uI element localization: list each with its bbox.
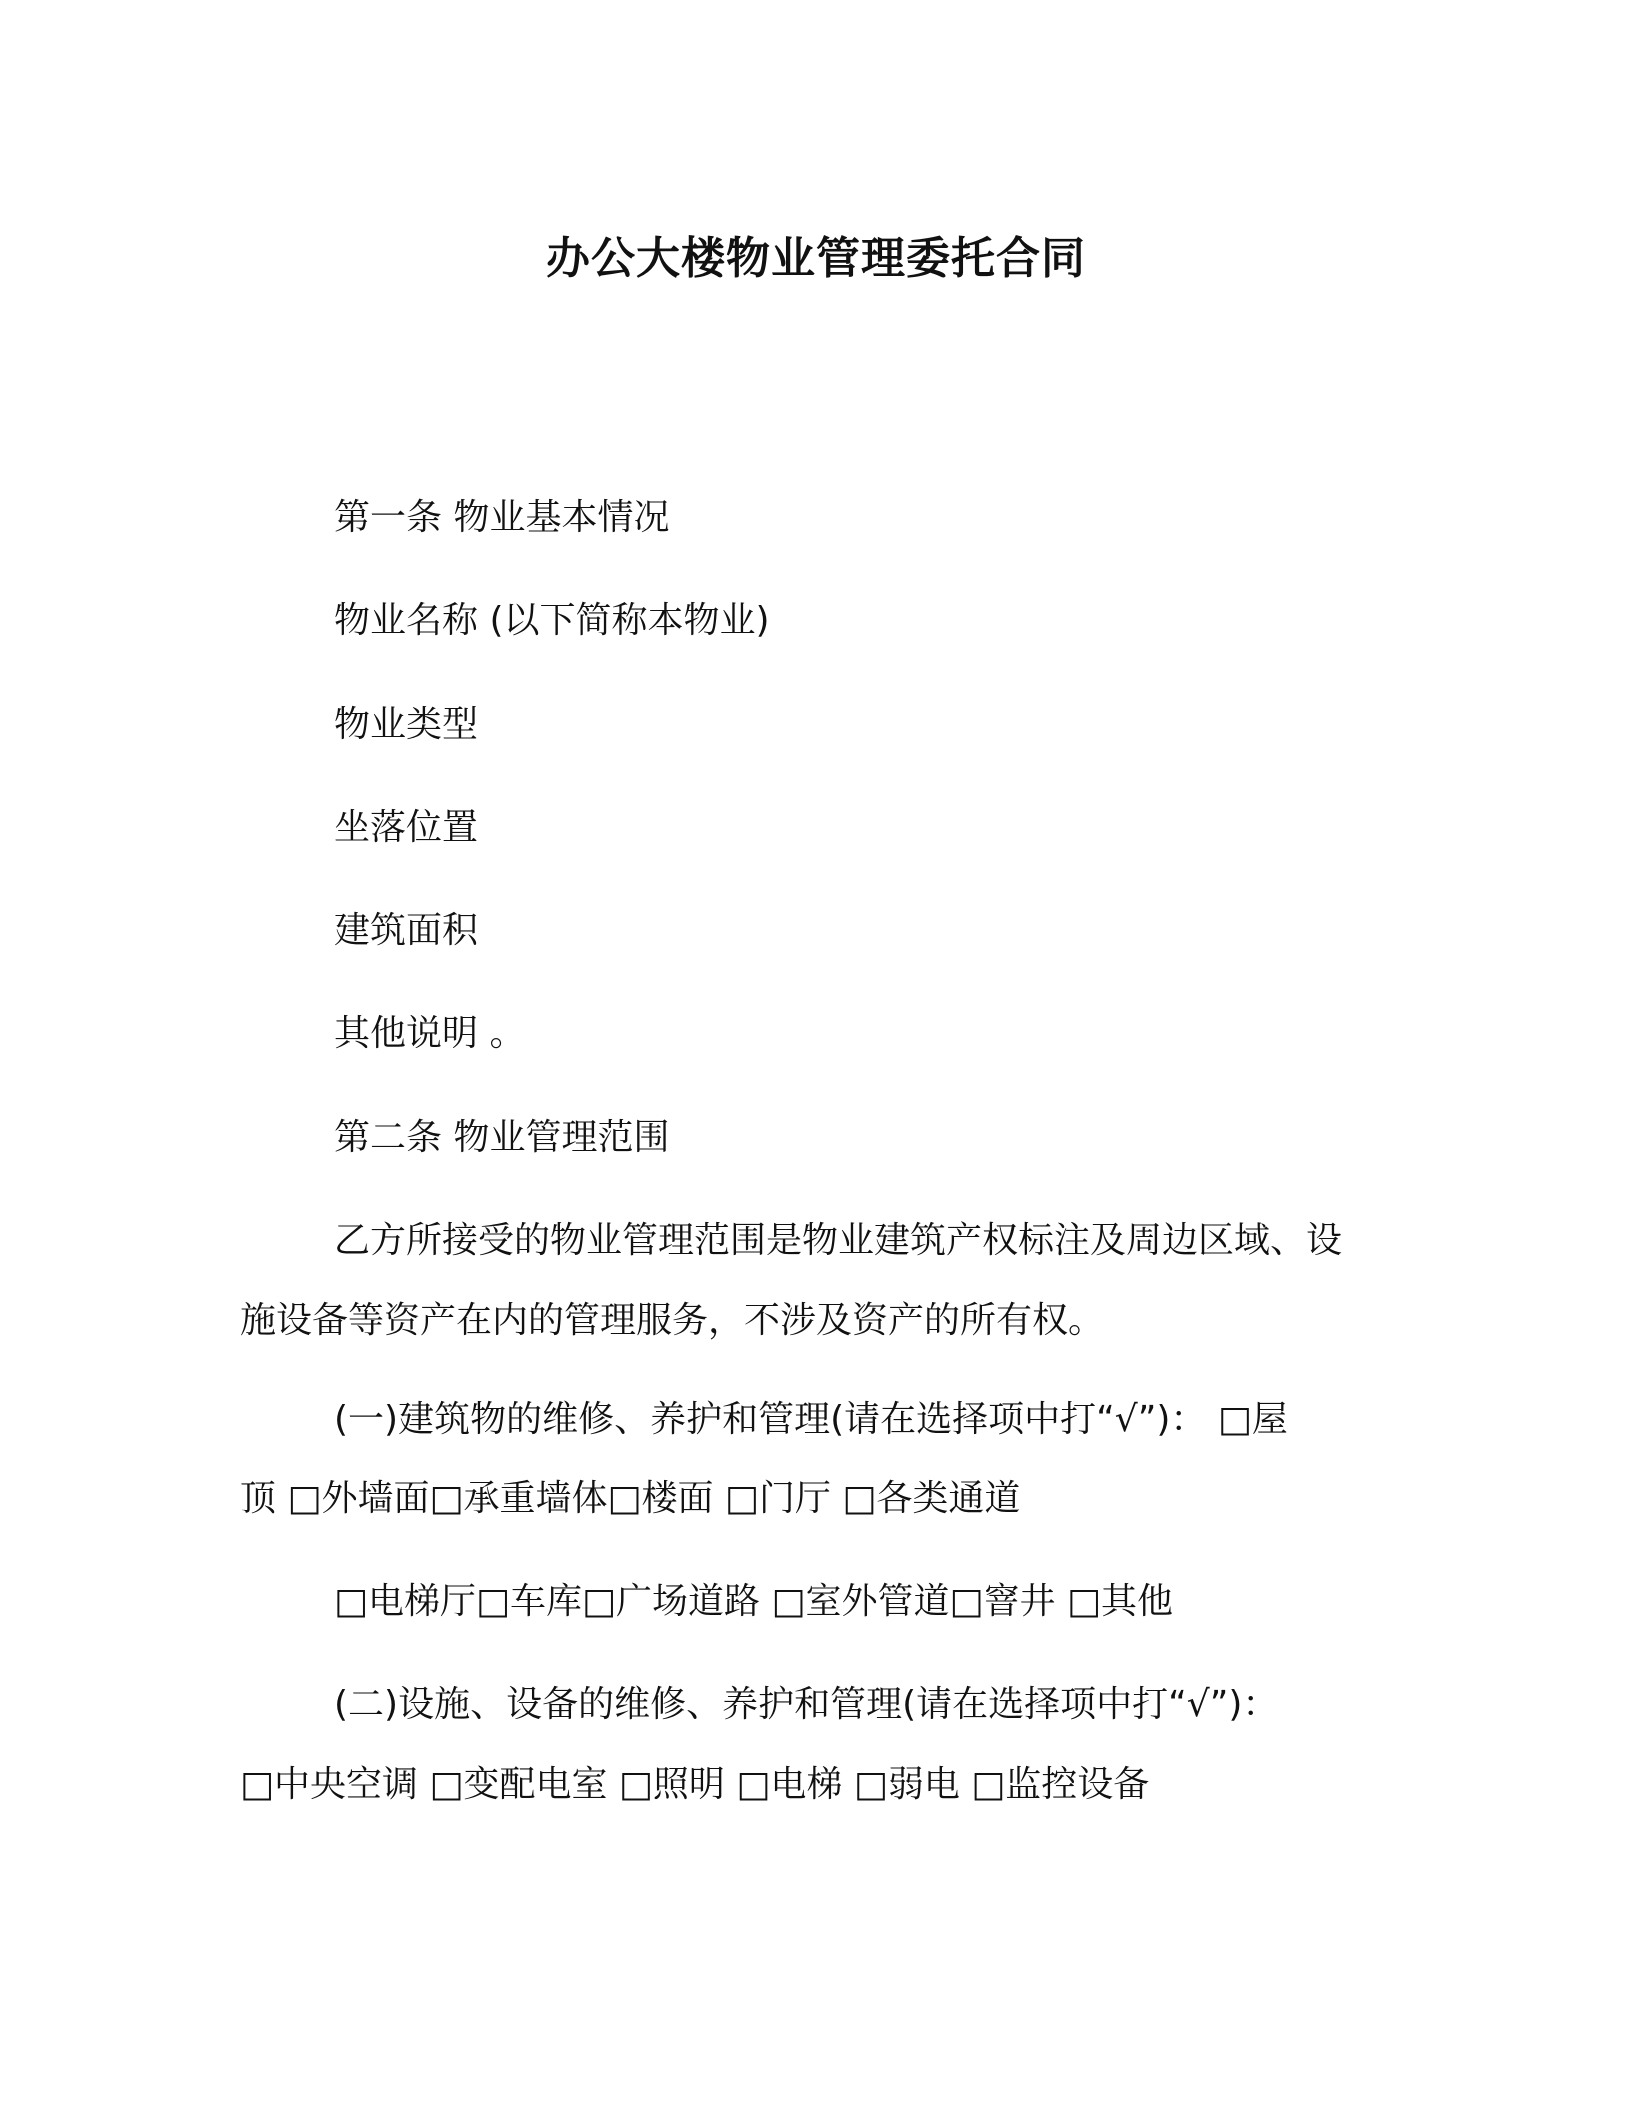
article-2-heading: 第二条 物业管理范围 bbox=[334, 1117, 670, 1158]
property-type-line: 物业类型 bbox=[334, 704, 479, 745]
facilities-clause-line-2: □中央空调 □变配电室 □照明 □电梯 □弱电 □监控设备 bbox=[240, 1764, 1150, 1805]
article-1-heading: 第一条 物业基本情况 bbox=[334, 497, 670, 538]
scope-paragraph-line-1: 乙方所接受的物业管理范围是物业建筑产权标注及周边区域、设 bbox=[334, 1220, 1343, 1261]
property-name-line: 物业名称 (以下简称本物业) bbox=[334, 600, 770, 641]
buildings-clause-line-3: □电梯厅□车库□广场道路 □室外管道□窨井 □其他 bbox=[334, 1581, 1173, 1622]
other-notes-line: 其他说明 。 bbox=[334, 1013, 526, 1054]
scope-paragraph-line-2: 施设备等资产在内的管理服务，不涉及资产的所有权。 bbox=[240, 1300, 1105, 1341]
facilities-clause-line-1: (二)设施、设备的维修、养护和管理(请在选择项中打“√”)： bbox=[334, 1684, 1279, 1725]
buildings-clause-line-1: (一)建筑物的维修、养护和管理(请在选择项中打“√”)： □屋 bbox=[334, 1399, 1288, 1440]
document-title: 办公大楼物业管理委托合同 bbox=[546, 233, 1086, 284]
buildings-clause-line-2: 顶 □外墙面□承重墙体□楼面 □门厅 □各类通道 bbox=[240, 1478, 1021, 1519]
location-line: 坐落位置 bbox=[334, 807, 479, 848]
building-area-line: 建筑面积 bbox=[334, 910, 479, 951]
